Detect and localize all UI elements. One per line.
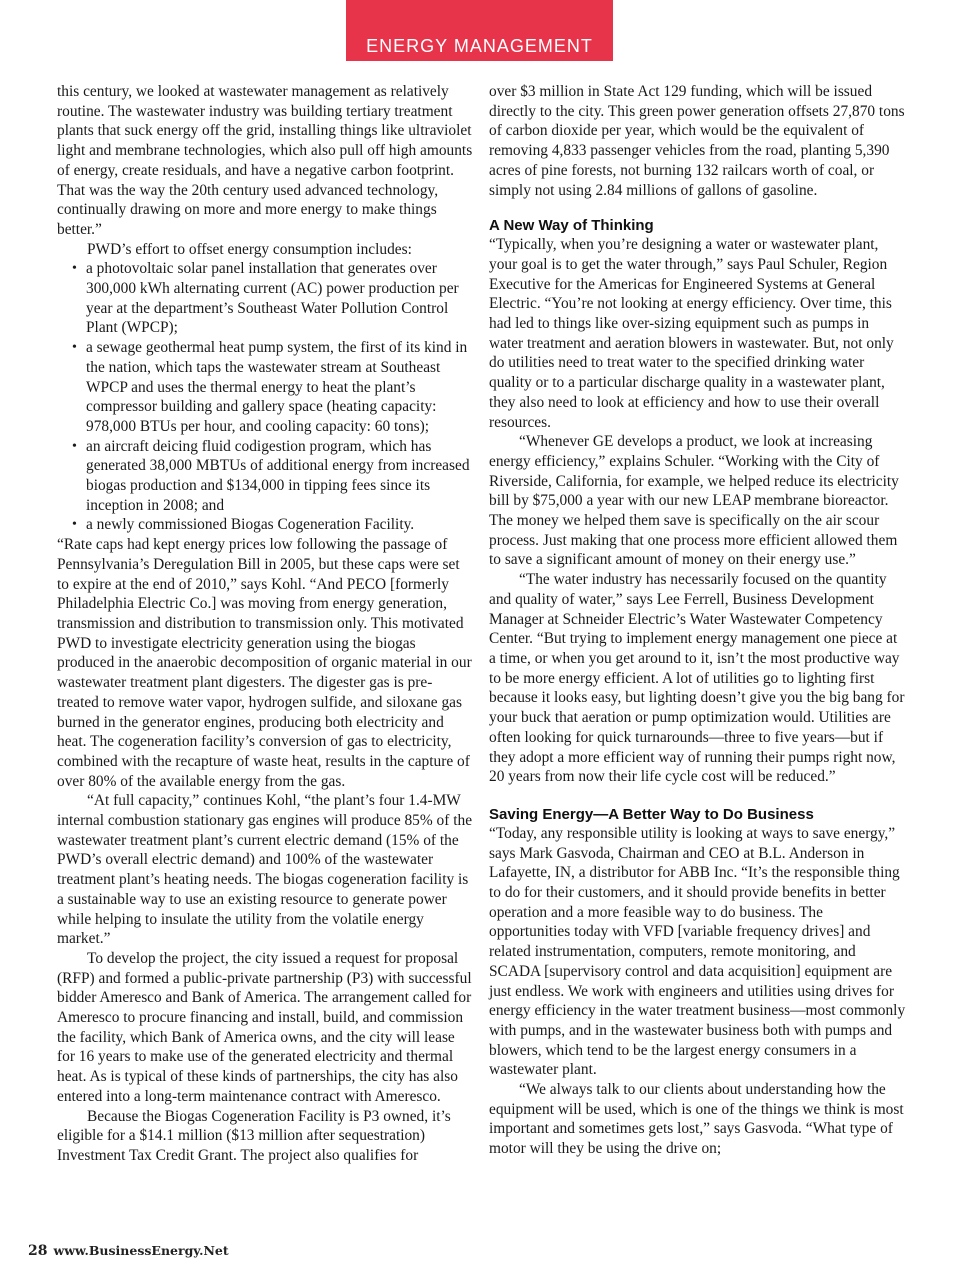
paragraph: “We always talk to our clients about understanding how the equipment will be used, which is one of the things we think is most important and sometimes gets lost,” says Gasvoda. “What type of motor will they be using the drive on; xyxy=(489,1081,904,1158)
list-item-text: a sewage geothermal heat pump system, the first of its kind in the nation, which taps the wastewater stream at Southeast WPCP and uses the thermal energy to heat the plant’s compressor building and gallery space (heating capacity: 978,000 BTUs per hour, and cooling capacity: 60 tons); xyxy=(86,339,468,435)
page-number: 28 xyxy=(28,1243,48,1259)
list-item xyxy=(57,515,473,535)
paragraph: Because the Biogas Cogeneration Facility is P3 owned, it’s eligible for a $14.1 million ($13 million after sequestration) Investment Tax Credit Grant. The project also qualifies for xyxy=(57,1107,451,1164)
section-title: ENERGY MANAGEMENT xyxy=(366,36,593,56)
paragraph: “Whenever GE develops a product, we look at increasing energy efficiency,” explains Schuler. “Working with the City of Riverside, California, for example, we helped reduce its electricity bill by $75,000 a year with our new LEAP membrane bioreactor. The money we helped them save is specifically on the air scour process. Just making that one process more efficient allowed them to save a significant amount of money on their energy use.” xyxy=(489,433,899,569)
paragraph: To develop the project, the city issued a request for proposal (RFP) and formed a public-private partnership (P3) with successful bidder Ameresco and Bank of America. The arrangement called for Ameresco to procure financing and install, build, and commission the facility, which Bank of America owns, and the city will lease for 16 years to make use of the generated electricity and thermal heat. As is typical of these kinds of partnerships, the city has also entered into a long-term maintenance contract with Ameresco. xyxy=(57,949,472,1105)
section-heading: A New Way of Thinking xyxy=(489,217,654,235)
list-item-text: an aircraft deicing fluid codigestion program, which has generated 38,000 MBTUs of additional energy from increased biogas production and $134,000 in tipping fees since its inception in 2008; and xyxy=(86,437,470,514)
list-item xyxy=(57,259,473,338)
list-item xyxy=(57,437,473,516)
paragraph: this century, we looked at wastewater management as relatively routine. The wastewater industry was building tertiary treatment plants that suck energy off the grid, installing things like ultraviolet light and membrane technologies, which also pull off high amounts of energy, create residuals, and have a negative carbon footprint. That was the way the 20th century used advanced technology, continually drawing on more and more energy to make things better.” xyxy=(57,83,473,238)
list-item-text: a newly commissioned Biogas Cogeneration Facility. xyxy=(86,516,415,534)
list-item xyxy=(57,338,473,437)
section-heading: Saving Energy—A Better Way to Do Business xyxy=(489,805,814,823)
bullet-icon: • xyxy=(72,438,77,454)
right-column xyxy=(489,82,907,1159)
bullet-icon: • xyxy=(72,261,77,277)
bullet-icon: • xyxy=(72,340,77,356)
paragraph: “The water industry has necessarily focused on the quantity and quality of water,” says Lee Ferrell, Business Development Manager at Schneider Electric’s Water Wastewater Competency Center. “But trying to implement energy management one piece at a time, or when you get around to it, isn’t the most productive way to be more energy efficient. A lot of utilities go to lighting first because it looks easy, but lighting doesn’t give you the big bang for your buck that aeration or pump optimization would. Utilities are often looking for quick turnarounds—three to five years—but if they adopt a more efficient way of running their pumps right now, 20 years from now their life cycle cost will be reduced.” xyxy=(489,571,905,786)
left-column xyxy=(57,82,473,1166)
website-link[interactable]: www.BusinessEnergy.Net xyxy=(53,1243,229,1258)
page-footer xyxy=(28,1243,229,1259)
bullet-list xyxy=(57,259,473,535)
paragraph: PWD’s effort to offset energy consumption includes: xyxy=(87,240,412,258)
paragraph: “At full capacity,” continues Kohl, “the plant’s four 1.4-MW internal combustion stationary gas engines will produce 85% of the wastewater treatment plant’s current electric demand (15% of the PWD’s overall electric demand) and 100% of the wastewater treatment plant’s heating needs. The biogas cogeneration facility is a sustainable way to use an existing resource to generate power while helping to insulate the utility from the volatile energy market.” xyxy=(57,792,473,948)
paragraph: “Typically, when you’re designing a water or wastewater plant, your goal is to get the water through,” says Paul Schuler, Region Executive for the Americas for Engineered Systems at General Electric. “You’re not looking at energy efficiency. Over time, this had led to things like over-sizing equipment such as pumps in water treatment and aeration blowers in wastewater. But, not only do utilities need to treat water to the specified drinking water quality or to a particular discharge quality in a wastewater plant, they also need to look at efficiency and how to use their overall resources. xyxy=(489,236,894,431)
paragraph: “Rate caps had kept energy prices low following the passage of Pennsylvania’s Deregulation Bill in 2005, but these caps were set to expire at the end of 2010,” says Kohl. “And PECO [formerly Philadelphia Electric Co.] was moving from energy generation, transmission and distribution to transmission only. This motivated PWD to investigate electricity generation using the biogas produced in the anaerobic decomposition of organic material in our wastewater treatment plant digesters. The digester gas is pre-treated to remove water vapor, hydrogen sulfide, and siloxane gas burned in the generator engines, producing both electricity and heat. The cogeneration facility’s conversion of gas to electricity, combined with the recapture of waste heat, results in the capture of over 80% of the available energy from the gas. xyxy=(57,536,472,790)
bullet-icon: • xyxy=(72,517,77,533)
list-item-text: a photovoltaic solar panel installation that generates over 300,000 kWh alternating current (AC) power production per year at the department’s Southeast Water Pollution Control Plant (WPCP); xyxy=(86,260,459,337)
paragraph: “Today, any responsible utility is looking at ways to save energy,” says Mark Gasvoda, Chairman and CEO at B.L. Anderson in Lafayette, IN, a distributor for ABB Inc. “It’s the responsible thing to do for their customers, and it should provide benefits in better operation and a more feasible way to do business. The opportunities today with VFD [variable frequency drives] and related instrumentation, computers, remote monitoring, and SCADA [supervisory control and data acquisition] equipment are just endless. We work with engineers and utilities using drives for energy efficiency in the water treatment business—most commonly with pumps, and in the wastewater business both with pumps and blowers, which tend to be the largest energy consumers in a wastewater plant. xyxy=(489,824,906,1079)
paragraph: over $3 million in State Act 129 funding, which will be issued directly to the city. This green power generation offsets 27,870 tons of carbon dioxide per year, which would be the equivalent of removing 4,833 passenger vehicles from the road, planting 5,390 acres of pine forests, not burning 132 railcars worth of coal, or simply not using 2.84 millions of gallons of gasoline. xyxy=(489,83,905,199)
section-banner xyxy=(346,0,613,61)
